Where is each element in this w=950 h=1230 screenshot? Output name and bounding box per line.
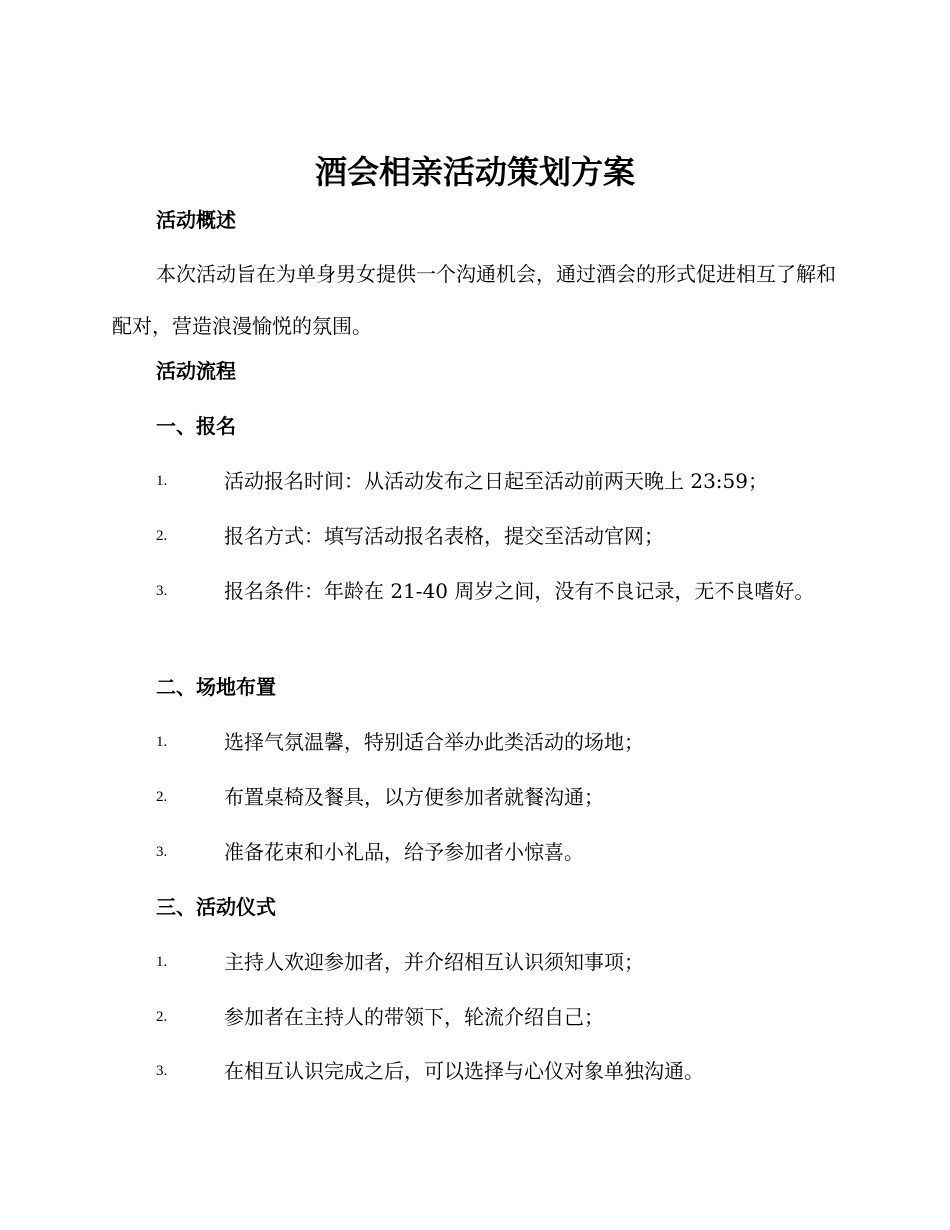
list-item — [112, 991, 842, 1043]
list-item — [112, 826, 842, 878]
subsection-heading-registration: 一、报名 — [156, 414, 236, 438]
list-item-text: 报名条件：年龄在 21-40 周岁之间，没有不良记录，无不良嗜好。 — [224, 579, 815, 603]
list-item — [112, 1045, 842, 1097]
list-item-number: 1. — [156, 954, 168, 970]
subsection-heading-venue: 二、场地布置 — [156, 675, 276, 699]
list-item-number: 2. — [156, 789, 168, 805]
list-item — [112, 565, 842, 617]
subsection-heading-ceremony: 三、活动仪式 — [156, 895, 276, 919]
list-item-number: 3. — [156, 583, 168, 599]
list-item-text: 选择气氛温馨，特别适合举办此类活动的场地； — [224, 730, 644, 754]
list-item-text: 报名方式：填写活动报名表格，提交至活动官网； — [224, 524, 664, 548]
document-title: 酒会相亲活动策划方案 — [314, 153, 635, 191]
list-item-text: 准备花束和小礼品，给予参加者小惊喜。 — [224, 840, 584, 864]
list-item — [112, 936, 842, 988]
list-item-number: 2. — [156, 1009, 168, 1025]
list-item — [112, 510, 842, 562]
list-item-number: 2. — [156, 528, 168, 544]
section-heading-process: 活动流程 — [156, 359, 236, 383]
list-item — [112, 455, 842, 507]
overview-paragraph: 本次活动旨在为单身男女提供一个沟通机会，通过酒会的形式促进相互了解和配对，营造浪漫愉悦的氛围。 — [112, 262, 836, 338]
list-item-text: 主持人欢迎参加者，并介绍相互认识须知事项； — [224, 950, 644, 974]
list-item-number: 1. — [156, 473, 168, 489]
list-item-text: 参加者在主持人的带领下，轮流介绍自己； — [224, 1005, 604, 1029]
list-item — [112, 716, 842, 768]
list-item-number: 3. — [156, 844, 168, 860]
list-item-text: 活动报名时间：从活动发布之日起至活动前两天晚上 23:59； — [224, 469, 768, 493]
list-item-number: 3. — [156, 1063, 168, 1079]
list-item-text: 布置桌椅及餐具，以方便参加者就餐沟通； — [224, 785, 604, 809]
list-item-number: 1. — [156, 734, 168, 750]
section-heading-overview: 活动概述 — [156, 208, 236, 232]
list-item-text: 在相互认识完成之后，可以选择与心仪对象单独沟通。 — [224, 1059, 704, 1083]
list-item — [112, 771, 842, 823]
